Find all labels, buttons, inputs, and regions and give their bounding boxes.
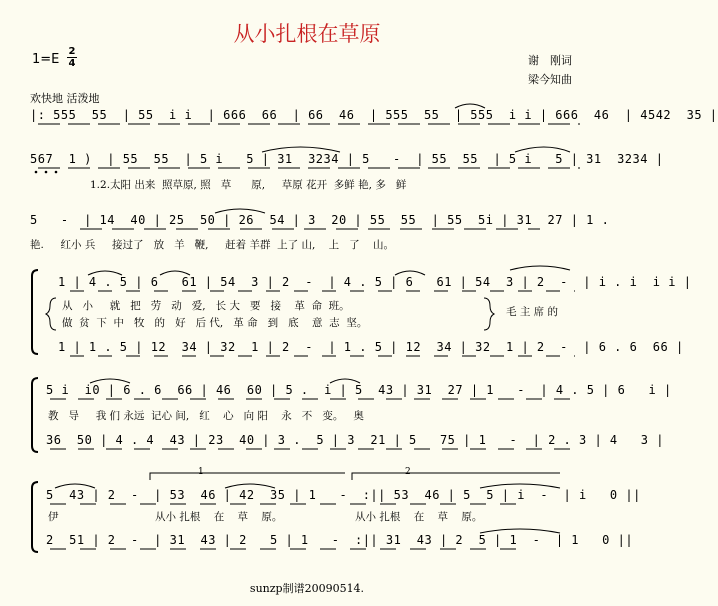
lyric-row-5: 教 导 我 们 永远 记心 间, 红 心 向 阳 永 不 变。 奥	[48, 410, 364, 422]
notation-row-4-upper: 1 | 4 . 5 | 6 61 | 54 3 | 2 - | 4 . 5 | 6 61 | 54 3 | 2 - | i . i i i |	[58, 275, 692, 289]
volta-1-bracket	[150, 473, 345, 480]
notation-row-6-lower: 2 51 | 2 - | 31 43 | 2 5 | 1 - :|| 31 43 | 2 5 | 1 - | 1 0 ||	[46, 533, 634, 547]
octave-dot-2	[45, 171, 48, 174]
song-title: 从小扎根在草原	[233, 22, 381, 46]
slur-13	[480, 484, 560, 488]
lyric-row-2: 1.2.太阳 出来 照草原, 照 草 原, 草原 花开 多鲜 艳, 多 鲜	[90, 179, 407, 191]
footer-credit: sunzp制谱20090514.	[249, 582, 365, 595]
slur-3	[515, 147, 570, 152]
notation-row-2: 567 1 ) | 55 55 | 5 i 5 | 31 3234 | 5 - | 55 55 | 5 i 5 | 31 3234 |	[30, 152, 664, 166]
volta-2-bracket	[352, 473, 560, 480]
slur-12	[225, 484, 275, 488]
lyric-row-6-first-ending: 从小 扎根 在 草 原。	[155, 511, 283, 523]
octave-dot-3	[55, 171, 58, 174]
notation-row-3: 5 - | 14 40 | 25 50 | 26 54 | 3 20 | 55 55 | 55 5i | 31 27 | 1 .	[30, 213, 610, 227]
slur-4	[215, 209, 265, 213]
notation-row-4-lower: 1 | 1 . 5 | 12 34 | 32 1 | 2 - | 1 . 5 | 12 34 | 32 1 | 2 - | 6 . 6 66 |	[58, 340, 684, 354]
slur-14	[480, 529, 560, 533]
composer-credit: 梁今知曲	[528, 73, 572, 86]
lyricist-credit: 谢 刚词	[528, 54, 572, 67]
notation-row-1: |: 555 55 | 55 i i | 666 66 | 66 46 | 555 55 | 555 i i | 666 46 | 4542 35 |	[30, 108, 718, 122]
lyric-row-3: 艳. 红小 兵 接过了 放 羊 鞭, 赶着 羊群 上了 山, 上 了 山。	[30, 239, 395, 251]
tempo-marking: 欢快地 活泼地	[30, 92, 100, 105]
lyric-row-6-second-ending: 从小 扎根 在 草 原。	[355, 511, 483, 523]
system-bracket-4	[32, 270, 38, 354]
slur-8	[510, 266, 570, 270]
slur-7	[395, 271, 425, 275]
volta-1-label: 1	[198, 467, 204, 477]
meter-bottom: 4	[68, 58, 76, 69]
slur-10	[330, 379, 360, 383]
lyric-continuation: 毛 主 席 的	[506, 306, 559, 318]
slur-9	[90, 379, 130, 383]
slur-6	[160, 271, 190, 275]
slur-2	[262, 147, 340, 152]
slur-1	[455, 104, 485, 108]
volta-2-label: 2	[405, 467, 411, 477]
system-bracket-6	[32, 482, 38, 552]
slur-11	[55, 484, 95, 488]
lyric-verse-2: 做 贫 下 中 牧 的 好 后 代, 革 命 到 底 意 志 坚。	[62, 317, 368, 329]
meter-top: 2	[68, 46, 76, 57]
notation-row-5-upper: 5 i i0 | 6 . 6 66 | 46 60 | 5 . i | 5 43 | 31 27 | 1 - | 4 . 5 | 6 i |	[46, 383, 672, 397]
slur-5	[88, 271, 122, 275]
lyric-verse-1: 从 小 就 把 劳 动 爱, 长 大 要 接 革 命 班。	[62, 300, 350, 312]
key-signature: 1=E	[32, 52, 60, 67]
octave-dot-1	[35, 171, 38, 174]
lyric-row-6-start: 伊	[48, 511, 59, 523]
notation-row-6-upper: 5 43 | 2 - | 53 46 | 42 35 | 1 - :|| 53 46 | 5 5 | i - | i 0 ||	[46, 488, 641, 502]
notation-row-5-lower: 36 50 | 4 . 4 43 | 23 40 | 3 . 5 | 3 21 | 5 75 | 1 - | 2 . 3 | 4 3 |	[46, 433, 664, 447]
verse-brace-right	[484, 298, 494, 330]
system-bracket-5	[32, 378, 38, 452]
verse-brace-left	[46, 298, 56, 330]
